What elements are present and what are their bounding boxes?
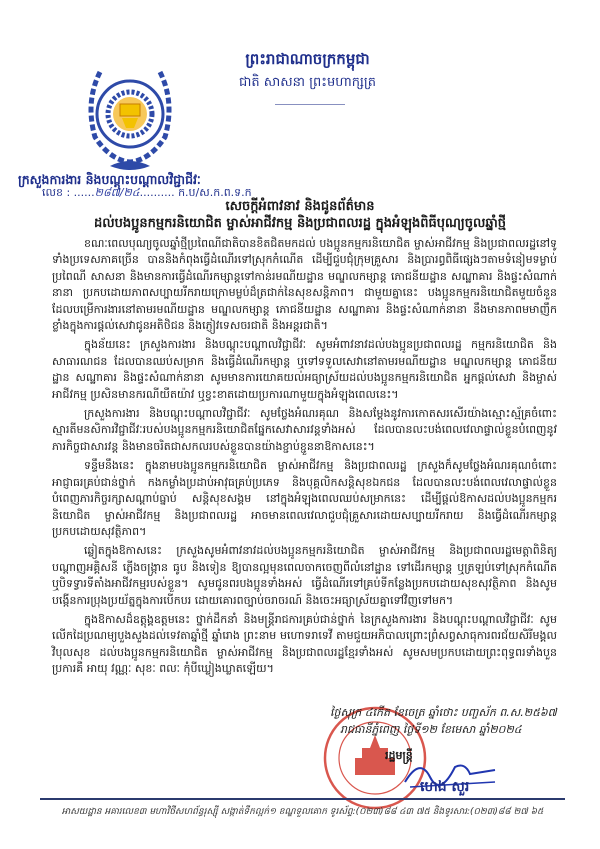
ref-code: ក.ប/ស.ក.ព.ទ.ក [178,186,252,199]
document-body [52,236,557,681]
ref-number: ២៨៧/២៤ [94,186,140,199]
footer-divider [40,798,565,800]
kingdom-heading: ព្រះរាជាណាចក្រកម្ពុជា [245,50,370,68]
paragraph: ក្នុងឱកាសដ៏ឧត្តុង្គឧត្តមនេះ ថ្នាក់ដឹកនាំ និងមន្ត្រីរាជការគ្រប់ជាន់ថ្នាក់ នៃក្រសួងការងារ និងបណ្តុះបណ្តាលវិជ្ជាជីវៈ សូមលើកដៃប្រណម្យបួងសួងដល់ទេវតាឆ្នាំថ្មី ឆ្នាំរោង ព្រះនាម មហោទរាទេវី តាមជួយអភិបាលព្រោះព្រំសព្វសាធុការពរជ័យសិរីមង្គល វិបុលសុខ ដល់បងប្អូនកម្មករនិយោជិត ម្ចាស់អាជីវកម្ម និងប្រជាពលរដ្ឋខ្មែរទាំងអស់ សូមសមប្រកបដោយព្រះពុទ្ធពរទាំងបួនប្រការគឺ អាយុ វណ្ណៈ សុខៈ ពលៈ កុំបីឃ្លៀងឃ្លាតឡើយ។ [52,612,557,676]
ministry-name: ក្រសួងការងារ និងបណ្តុះបណ្តាលវិជ្ជាជីវៈ [18,172,201,187]
paragraph: ខណៈពេលបុណ្យចូលឆ្នាំថ្មីប្រពៃណីជាតិបានខិតជិតមកដល់ បងប្អូនកម្មករនិយោជិត ម្ចាស់អាជីវកម្ម និងប្រជាពលរដ្ឋនៅទូទាំងប្រទេសភាគច្រើន បាននិងកំពុងធ្វើដំណើរទៅស្រុកកំណើត ដើម្បីជួបជុំក្រុមគ្រួសារ និងប្រារព្ធពិធីផ្សេងៗតាមទំនៀមទម្លាប់ ប្រពៃណី សាសនា និងមានការធ្វើដំណើរកម្សាន្តទៅកាន់រមណីយដ្ឋាន មណ្ឌលកម្សាន្ត ភោជនីយដ្ឋាន សណ្ឋាគារ និងផ្ទះសំណាក់នានា ប្រកបដោយភាពសប្បាយរីករាយក្រោមម្លប់ដ៏ត្រជាក់នៃសុខសន្តិភាព។ ជាមួយគ្នានេះ បងប្អូនកម្មករនិយោជិតមួយចំនួន ដែលបម្រើការងារនៅតាមរមណីយដ្ឋាន មណ្ឌលកម្សាន្ត ភោជនីយដ្ឋាន សណ្ឋាគារ និងផ្ទះសំណាក់នានា នឹងមានភាពមមាញឹកខ្លាំងក្នុងការផ្តល់សេវាជូនអតិថិជន និងភ្ញៀវទេសចរជាតិ និងអន្តរជាតិ។ [52,237,557,333]
national-motto: ជាតិ សាសនា ព្រះមហាក្សត្រ [239,75,376,90]
footer-address: អាសយដ្ឋាន អគារលេខ៣ មហាវិថីសហព័ន្ធរុស្ស៊ី សង្កាត់ទឹកល្អក់១ ខណ្ឌទួលគោក ទូរស័ព្ទ:(០២៣)៨៨ ៤៣ ៧៥ និងទូរសារ:(០២៣)៨៨ ២៧ ៦៥ [61,807,544,817]
reference-number: លេខ : ......២៨៧/២៤.......... ក.ប/ស.ក.ព.ទ.ក [42,186,252,199]
paragraph: ក្នុងន័យនេះ ក្រសួងការងារ និងបណ្តុះបណ្តាលវិជ្ជាជីវៈ សូមអំពាវនាវដល់បងប្អូនប្រជាពលរដ្ឋ កម្មករនិយោជិត និងសាធារណជន ដែលបានឈប់សម្រាក និងធ្វើដំណើរកម្សាន្ត ឬទៅទទួលសេវានៅតាមរមណីយដ្ឋាន មណ្ឌលកម្សាន្ត ភោជនីយដ្ឋាន សណ្ឋាគារ និងផ្ទះសំណាក់នានា សូមមានការយោគយល់អធ្យាស្រ័យដល់បងប្អូនកម្មករនិយោជិត អ្នកផ្តល់សេវា និងម្ចាស់អាជីវកម្ម ប្រសិនមានករណីយឺតយ៉ាវ ឬខ្វះខាតដោយប្រការណាមួយក្នុងអំឡុងពេលនេះ។ [52,338,557,401]
signatory-title: រដ្ឋមន្ត្រី [385,749,413,762]
ornament-divider [275,104,345,105]
ref-label: លេខ : [42,186,71,199]
ministry-logo [80,62,180,178]
lunar-date: ថ្ងៃសុក្រ ៤កើត ខែចេត្រ ឆ្នាំថោះ បញ្ចស័ក ព.ស.២៥៦៧ [330,706,557,719]
paragraph: ក្រសួងការងារ និងបណ្តុះបណ្តាលវិជ្ជាជីវៈ សូមថ្លែងអំណរគុណ និងសម្តែងនូវការកោតសរសើរយ៉ាងស្មោះស្ម័គ្រចំពោះស្មារតីមនសិការវិជ្ជាជីវៈរបស់បងប្អូនកម្មករនិយោជិតផ្នែកសេវាសារវន្តទាំងអស់ ដែលបានលះបង់ពេលវេលាផ្ទាល់ខ្លួនបំពេញនូវភារកិច្ចជាសារវន្ត និងមានចរិតជាសកលរបស់ខ្លួនបានយ៉ាងខ្ជាប់ខ្ជួននាឱកាសនេះ។ [52,407,557,453]
document-title: សេចក្តីអំពាវនាវ និងជូនព័ត៌មាន [225,199,375,214]
place-date: រាជធានីភ្នំពេញ ថ្ងៃទី១២ ខែមេសា ឆ្នាំ២០២៤ [340,723,522,736]
document-subtitle: ដល់បងប្អូនកម្មករនិយោជិត ម្ចាស់អាជីវកម្ម និងប្រជាពលរដ្ឋ ក្នុងអំឡុងពិធីបុណ្យចូលឆ្នាំថ្មី [93,216,507,231]
paragraph: ទន្ទឹមនឹងនេះ ក្នុងនាមបងប្អូនកម្មករនិយោជិត ម្ចាស់អាជីវកម្ម និងប្រជាពលរដ្ឋ ក្រសួងក៏សូមថ្លែងអំណរគុណចំពោះអាជ្ញាធរគ្រប់ជាន់ថ្នាក់ កងកម្លាំងប្រដាប់អាវុធគ្រប់ប្រភេទ និងបុគ្គលិកសន្តិសុខឯកជន ដែលបានលះបង់ពេលវេលាផ្ទាល់ខ្លួន បំពេញភារកិច្ចរក្សាសណ្តាប់ធ្នាប់ សន្តិសុខសង្គម នៅក្នុងអំឡុងពេលឈប់សម្រាកនេះ ដើម្បីផ្តល់ឱកាសដល់បងប្អូនកម្មករនិយោជិត ម្ចាស់អាជីវកម្ម និងប្រជាពលរដ្ឋ អាចមានពេលវេលាជួបជុំគ្រួសារដោយសប្បាយរីករាយ និងធ្វើដំណើរកម្សាន្តប្រកបដោយសុវត្ថិភាព។ [52,459,557,538]
paragraph: ឆ្លៀតក្នុងឱកាសនេះ ក្រសួងសូមអំពាវនាវដល់បងប្អូនកម្មករនិយោជិត ម្ចាស់អាជីវកម្ម និងប្រជាពលរដ្ឋមេត្តាពិនិត្យបណ្តាញអគ្គិសនី ភ្លើងចង្ក្រាន ធូប និងទៀន ឱ្យបានល្អមុនពេលចាកចេញពីលំនៅដ្ឋាន ទៅដើរកម្សាន្ត ឬត្រឡប់ទៅស្រុកកំណើត ឬបិទទ្វារទីតាំងអាជីវកម្មរបស់ខ្លួន។ សូមជូនពរបងប្អូនទាំងអស់ ធ្វើដំណើរទៅគ្រប់ទីកន្លែងប្រកបដោយសុខសុវត្ថិភាព និងសូមបង្កើនការប្រុងប្រយ័ត្នក្នុងការបើកបរ ដោយគោរពច្បាប់ចរាចរណ៍ និងចេះអធ្យាស្រ័យគ្នាទៅវិញទៅមក។ [52,544,557,607]
signatory-name: ហេង សួរ [420,779,470,795]
